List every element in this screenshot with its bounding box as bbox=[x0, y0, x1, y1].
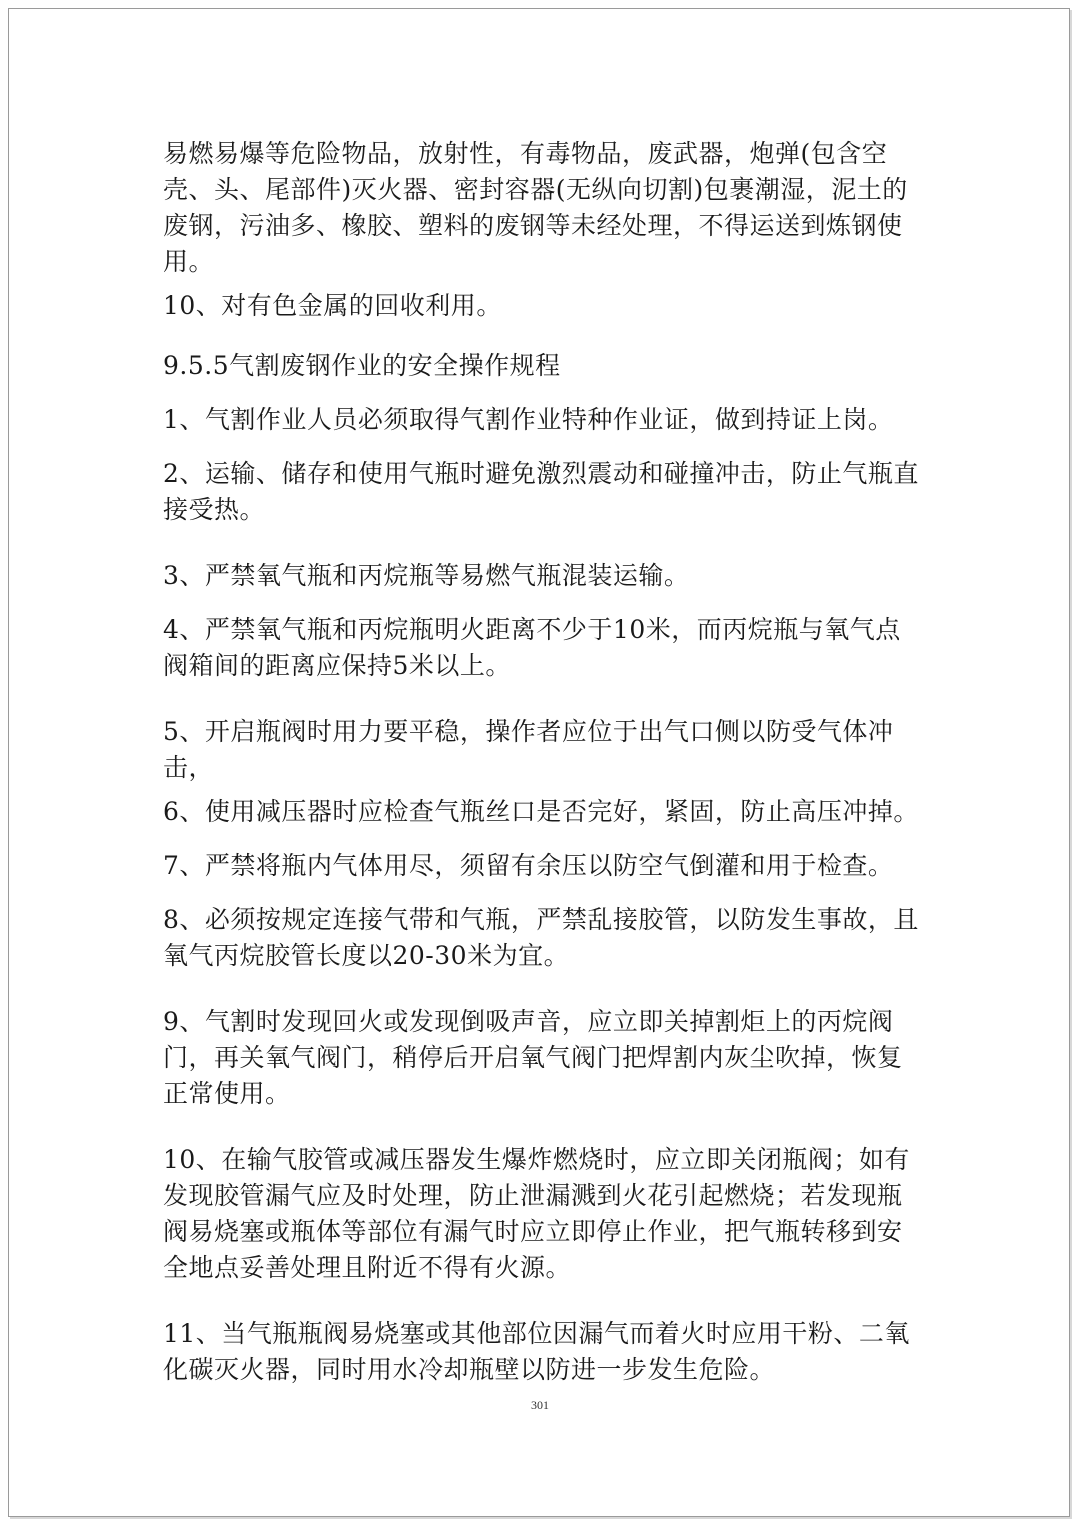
rule-item-4: 4、严禁氧气瓶和丙烷瓶明火距离不少于10米，而丙烷瓶与氧气点阀箱间的距离应保持5米以上。 bbox=[163, 615, 901, 680]
section-heading: 9.5.5气割废钢作业的安全操作规程 bbox=[163, 351, 561, 380]
rule-item-11: 11、当气瓶瓶阀易烧塞或其他部位因漏气而着火时应用干粉、二氧化碳灭火器，同时用水冷却瓶壁以防进一步发生危险。 bbox=[163, 1319, 910, 1384]
rule-item-7: 7、严禁将瓶内气体用尽，须留有余压以防空气倒灌和用于检查。 bbox=[163, 851, 894, 880]
page-number: 301 bbox=[531, 1398, 549, 1412]
rule-item-2: 2、运输、储存和使用气瓶时避免激烈震动和碰撞冲击，防止气瓶直接受热。 bbox=[163, 459, 919, 524]
paragraph-nonferrous-recycling: 10、对有色金属的回收利用。 bbox=[163, 291, 502, 320]
document-body bbox=[163, 136, 923, 1388]
paragraph-hazardous-items: 易燃易爆等危险物品，放射性，有毒物品，废武器，炮弹(包含空壳、头、尾部件)灭火器、密封容器(无纵向切割)包裹潮湿，泥土的废钢，污油多、橡胶、塑料的废钢等未经处理，不得运送到炼钢使用。 bbox=[163, 139, 908, 276]
rule-item-1: 1、气割作业人员必须取得气割作业特种作业证，做到持证上岗。 bbox=[163, 405, 894, 434]
rule-item-6: 6、使用减压器时应检查气瓶丝口是否完好，紧固，防止高压冲掉。 bbox=[163, 797, 919, 826]
rule-item-8: 8、必须按规定连接气带和气瓶，严禁乱接胶管，以防发生事故，且氧气丙烷胶管长度以20-30米为宜。 bbox=[163, 905, 919, 970]
rule-item-3: 3、严禁氧气瓶和丙烷瓶等易燃气瓶混装运输。 bbox=[163, 561, 690, 590]
rule-item-10: 10、在输气胶管或减压器发生爆炸燃烧时，应立即关闭瓶阀；如有发现胶管漏气应及时处理，防止泄漏溅到火花引起燃烧；若发现瓶阀易烧塞或瓶体等部位有漏气时应立即停止作业，把气瓶转移到安全地点妥善处理且附近不得有火源。 bbox=[163, 1145, 910, 1282]
rule-item-9: 9、气割时发现回火或发现倒吸声音，应立即关掉割炬上的丙烷阀门，再关氧气阀门，稍停后开启氧气阀门把焊割内灰尘吹掉，恢复正常使用。 bbox=[163, 1007, 903, 1108]
rule-item-5: 5、开启瓶阀时用力要平稳，操作者应位于出气口侧以防受气体冲击， bbox=[163, 717, 894, 782]
